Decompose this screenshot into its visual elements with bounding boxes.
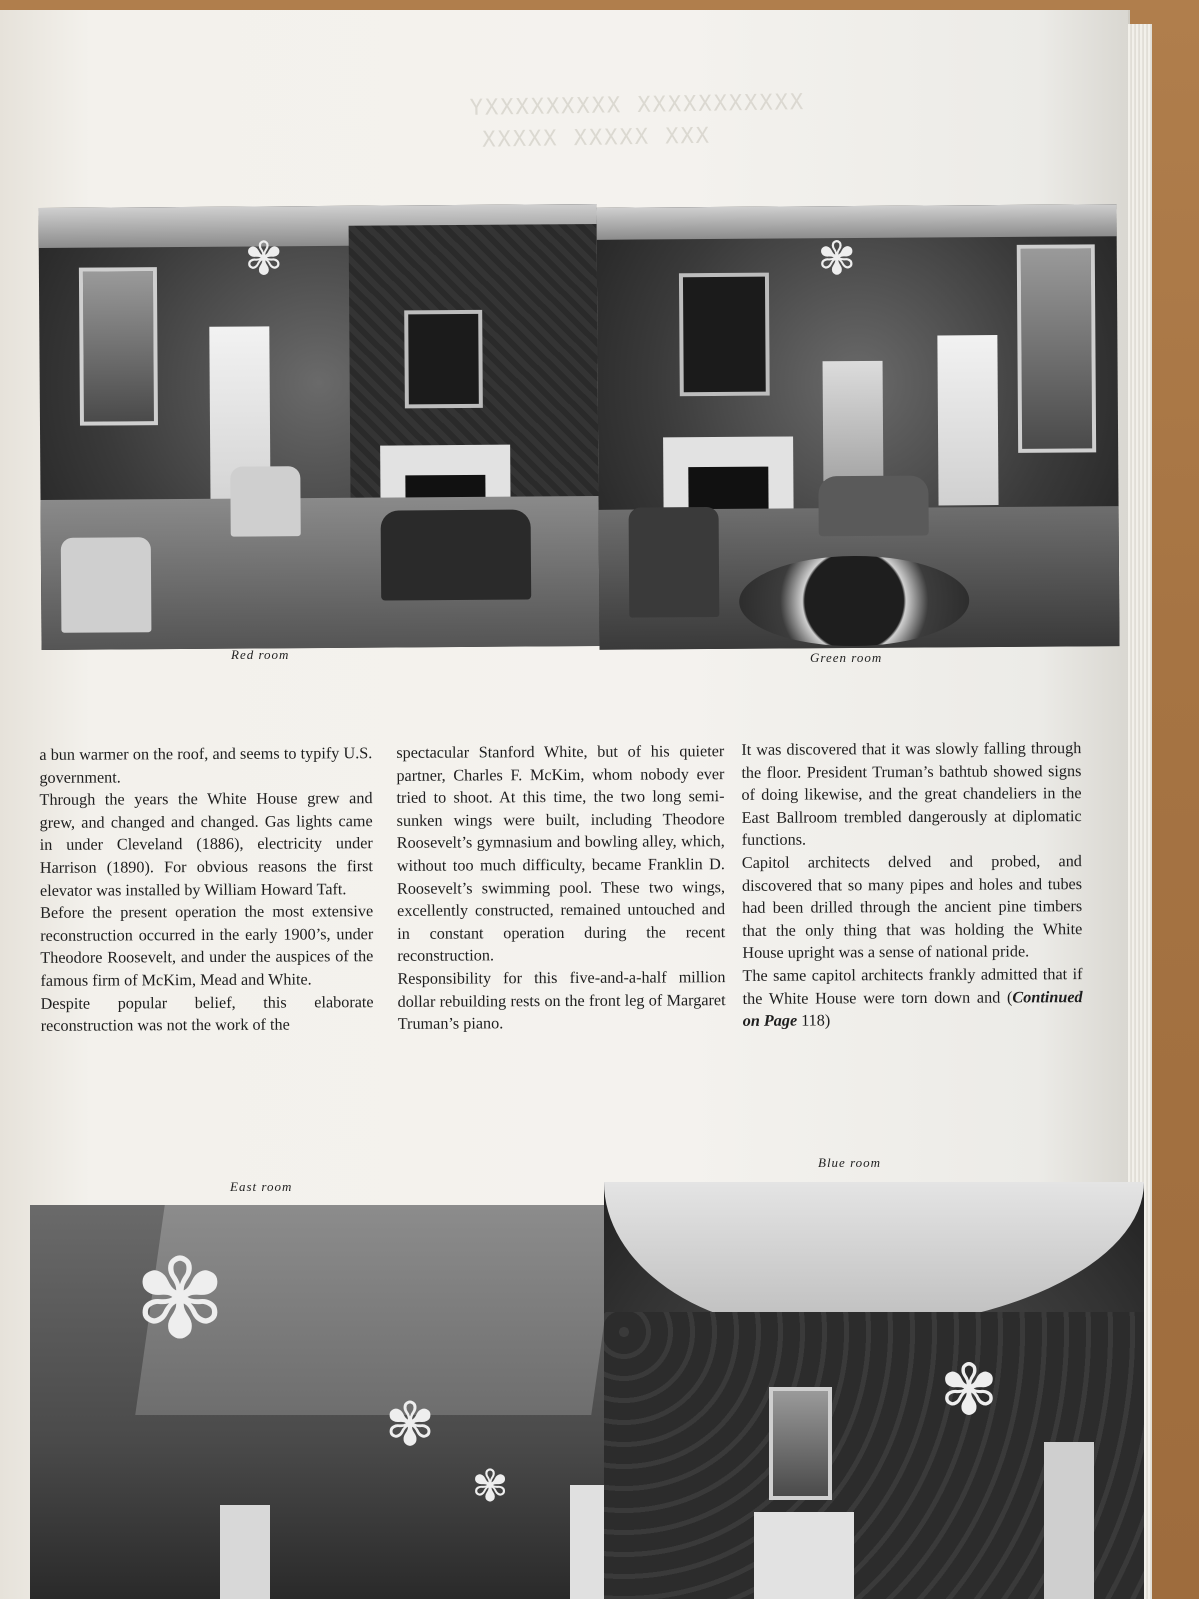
- red-room-photo: ✾: [38, 204, 599, 650]
- paragraph: a bun warmer on the roof, and seems to typify U.S. government.: [39, 744, 373, 787]
- photo-caption: Red room: [231, 647, 290, 662]
- paragraph: Responsibility for this five-and-a-half million dollar rebuilding rests on the front leg of Margaret Truman’s piano.: [397, 968, 726, 1033]
- paragraph-text: The same capitol architects frankly admitted that if the White House were torn down and: [742, 965, 1083, 1008]
- bleed-through-text: [469, 87, 805, 157]
- text-column-3: [741, 737, 1083, 1032]
- paragraph: Despite popular belief, this elaborate reconstruction was not the work of the: [40, 992, 374, 1035]
- photo-caption: Blue room: [818, 1155, 882, 1170]
- green-room-photo: ✾: [596, 204, 1119, 650]
- photo-caption: East room: [230, 1179, 293, 1194]
- paragraph: spectacular Stanford White, but of his quieter partner, Charles F. McKim, whom nobody ever tried to shoot. At this time, the two long semi-sunken wings were built, including Theodore Roosevelt’s gymnasium and bowling alley, which, without too much difficulty, became Franklin D. Roosevelt’s swimming pool. These two wings, excellently constructed, remained untouched and in constant operation during the recent reconstruction.: [396, 742, 726, 966]
- paragraph: The same capitol architects frankly admitted that if the White House were torn down and (Continued on Page 118): [742, 965, 1083, 1031]
- paragraph: Through the years the White House grew and grew, and changed and changed. Gas lights came in under Cleveland (1886), electricity under Harrison (1890). For obvious reasons the first elevator was installed by William Howard Taft.: [39, 789, 373, 900]
- east-room-photo: ✾ ✾ ✾: [30, 1205, 606, 1599]
- continued-label: Continued on Page: [742, 987, 1083, 1031]
- photo-caption: Green room: [810, 650, 883, 665]
- blue-room-photo: ✾: [604, 1182, 1144, 1599]
- paragraph: It was discovered that it was slowly falling through the floor. President Truman’s bathtub showed signs of doing likewise, and the great chandeliers in the East Ballroom trembled dangerously at diplomatic functions.: [741, 739, 1082, 850]
- continued-page-number: 118: [801, 1011, 825, 1030]
- bleed-through-line: XXXXX XXXXX XXX: [482, 123, 712, 153]
- bleed-through-line: YXXXXXXXXX XXXXXXXXXXX: [469, 90, 806, 121]
- text-column-1: [39, 742, 374, 1037]
- text-column-2: [396, 740, 726, 1035]
- paragraph: Before the present operation the most extensive reconstruction occurred in the early 1900’s, under Theodore Roosevelt, and under the auspices of the famous firm of McKim, Mead and White.: [40, 902, 374, 990]
- paragraph: Capitol architects delved and probed, and discovered that so many pipes and holes and tubes had been drilled through the ancient pine timbers that the only thing that was holding the White House upright was a sense of national pride.: [741, 852, 1083, 963]
